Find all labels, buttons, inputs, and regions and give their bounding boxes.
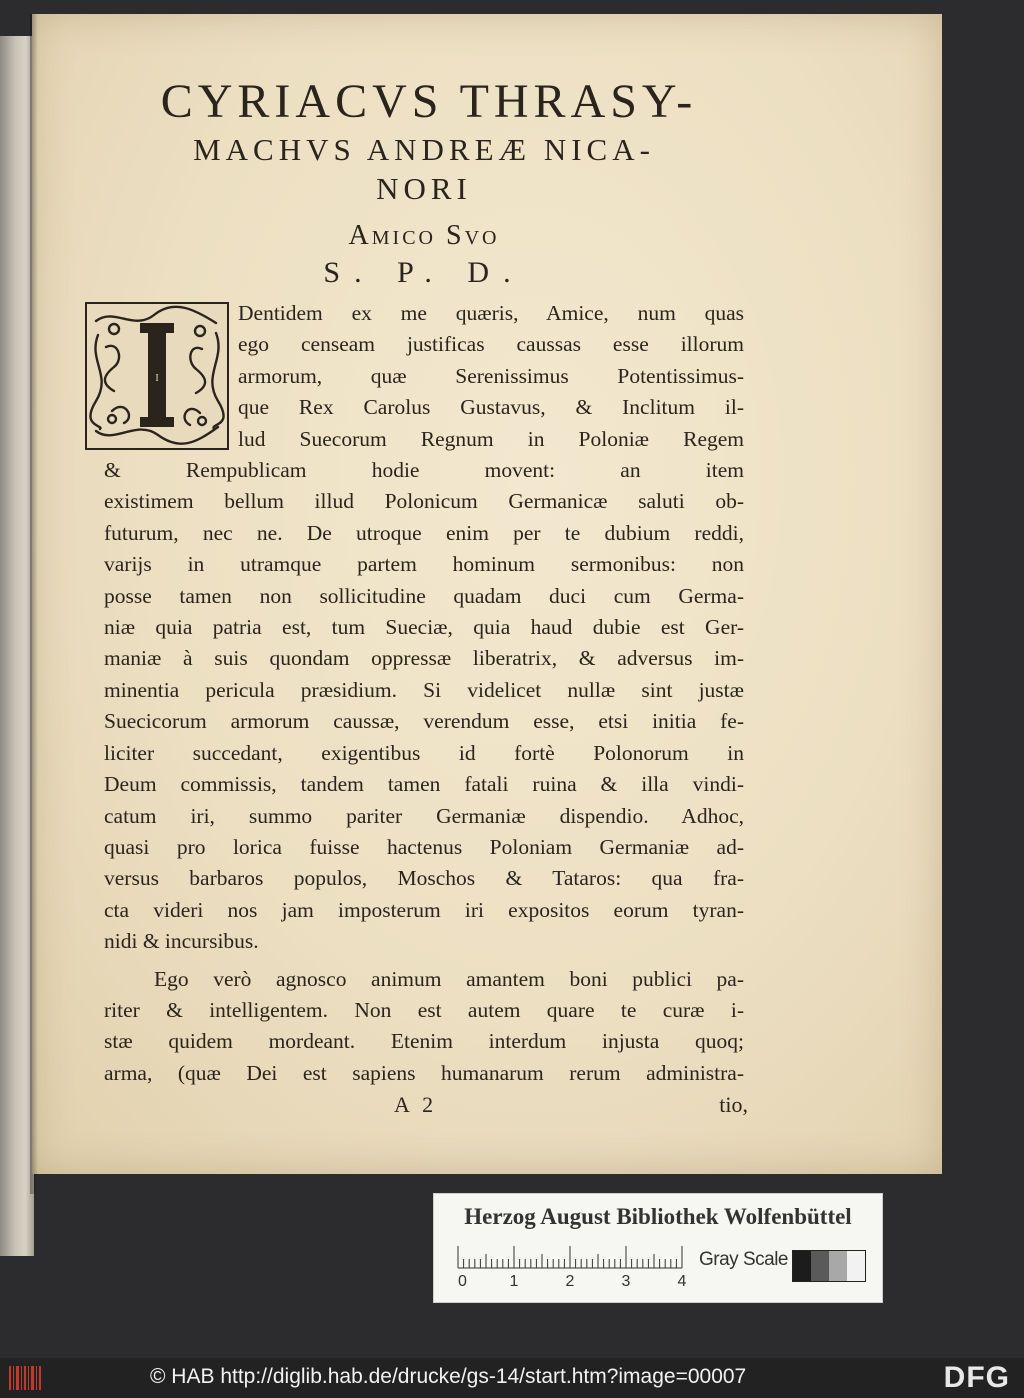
footer-bar	[0, 1358, 1024, 1398]
paragraph1-line: Deum commissis, tandem tamen fatali ruina & illa vindi-	[104, 772, 744, 797]
paragraph1-line: maniæ à suis quondam oppressæ liberatrix, & adversus im-	[104, 646, 744, 671]
paragraph2	[104, 964, 744, 1090]
paragraph2-line: riter & intelligentem. Non est autem quare te curæ i-	[104, 997, 744, 1022]
letter-body	[104, 298, 748, 1125]
book-page	[32, 14, 942, 1174]
gray-swatch	[829, 1251, 847, 1281]
ruler-scale	[456, 1246, 692, 1288]
paragraph1-line: Suecicorum armorum caussæ, verendum esse, etsi initia fe-	[104, 709, 744, 734]
barcode-icon	[8, 1364, 44, 1392]
paragraph2-line: stæ quidem mordeant. Etenim interdum injusta quoq;	[104, 1029, 744, 1054]
library-name: Herzog August Bibliothek Wolfenbüttel	[464, 1204, 852, 1229]
page-text-block	[104, 75, 748, 1125]
paragraph1-line: liciter succedant, exigentibus id fortè Polonorum in	[104, 740, 744, 765]
dfg-logo: DFG	[943, 1361, 1010, 1394]
catchword: tio,	[719, 1092, 748, 1118]
page-gutter-shadow	[30, 14, 38, 1194]
paragraph1-line: varijs in utramque partem hominum sermonibus: non	[104, 552, 744, 577]
ruler-number: 1	[509, 1273, 519, 1288]
title-line-2: MACHVS ANDREÆ NICA-	[193, 132, 655, 167]
paragraph1-line: armorum, quæ Serenissimus Potentissimus-	[238, 363, 744, 388]
previous-page-edge	[0, 36, 34, 1256]
greeting-line: S. P. D.	[323, 256, 525, 289]
paragraph2-line: arma, (quæ Dei est sapiens humanarum rerum administra-	[104, 1060, 744, 1085]
gray-scale-swatches	[792, 1250, 866, 1282]
decorated-initial-icon	[84, 301, 230, 451]
gray-swatch	[793, 1251, 811, 1281]
paragraph1-line: futurum, nec ne. De utroque enim per te dubium reddi,	[104, 520, 744, 545]
paragraph1-line: Dentidem ex me quæris, Amice, num quas	[238, 301, 744, 325]
paragraph1-line: catum iri, summo pariter Germaniæ dispendio. Adhoc,	[104, 803, 744, 828]
paragraph1-line: versus barbaros populos, Moschos & Tataros: qua fra-	[104, 866, 744, 891]
signature-mark: A 2	[394, 1092, 438, 1118]
paragraph1-line: minentia pericula præsidium. Si videlicet nullæ sint justæ	[104, 677, 744, 702]
paragraph1-line: nidi & incursibus.	[104, 929, 259, 954]
paragraph1-line: lud Suecorum Regnum in Poloniæ Regem	[238, 426, 744, 451]
paragraph1-continued	[104, 486, 744, 957]
ruler-number: 0	[458, 1273, 467, 1288]
ruler-number: 2	[565, 1273, 575, 1288]
paragraph1-line: existimem bellum illud Polonicum Germanicæ saluti ob-	[104, 489, 744, 514]
paragraph1-line: cta videri nos jam imposterum iri expositos eorum tyran-	[104, 897, 744, 922]
page-footer-row	[104, 1089, 748, 1125]
gray-swatch	[811, 1251, 829, 1281]
ruler-number: 4	[677, 1273, 687, 1288]
paragraph2-line: Ego verò agnosco animum amantem boni publici pa-	[154, 966, 744, 991]
title-line-1: CYRIACVS THRASY-	[160, 75, 698, 128]
salutation-line: Amico Svo	[348, 220, 500, 251]
title-line-3: NORI	[376, 171, 472, 206]
paragraph1-line: niæ quia patria est, tum Sueciæ, quia haud dubie est Ger-	[104, 615, 744, 640]
gray-swatch	[847, 1251, 865, 1281]
copyright-link[interactable]: © HAB http://diglib.hab.de/drucke/gs-14/start.htm?image=00007	[150, 1365, 747, 1388]
paragraph1-line: ego censeam justificas caussas esse illorum	[238, 332, 744, 357]
color-target-card	[433, 1193, 883, 1303]
gray-scale-label: Gray Scale	[699, 1249, 788, 1270]
paragraph1-line: que Rex Carolus Gustavus, & Inclitum il-	[238, 395, 744, 420]
paragraph1-line: posse tamen non sollicitudine quadam duci cum Germa-	[104, 583, 744, 608]
paragraph1-line: quasi pro lorica fuisse hactenus Poloniam Germaniæ ad-	[104, 834, 744, 859]
svg-text:I: I	[155, 373, 159, 384]
paragraph1-line: & Rempublicam hodie movent: an item	[104, 458, 744, 483]
ruler-number: 3	[621, 1273, 631, 1288]
